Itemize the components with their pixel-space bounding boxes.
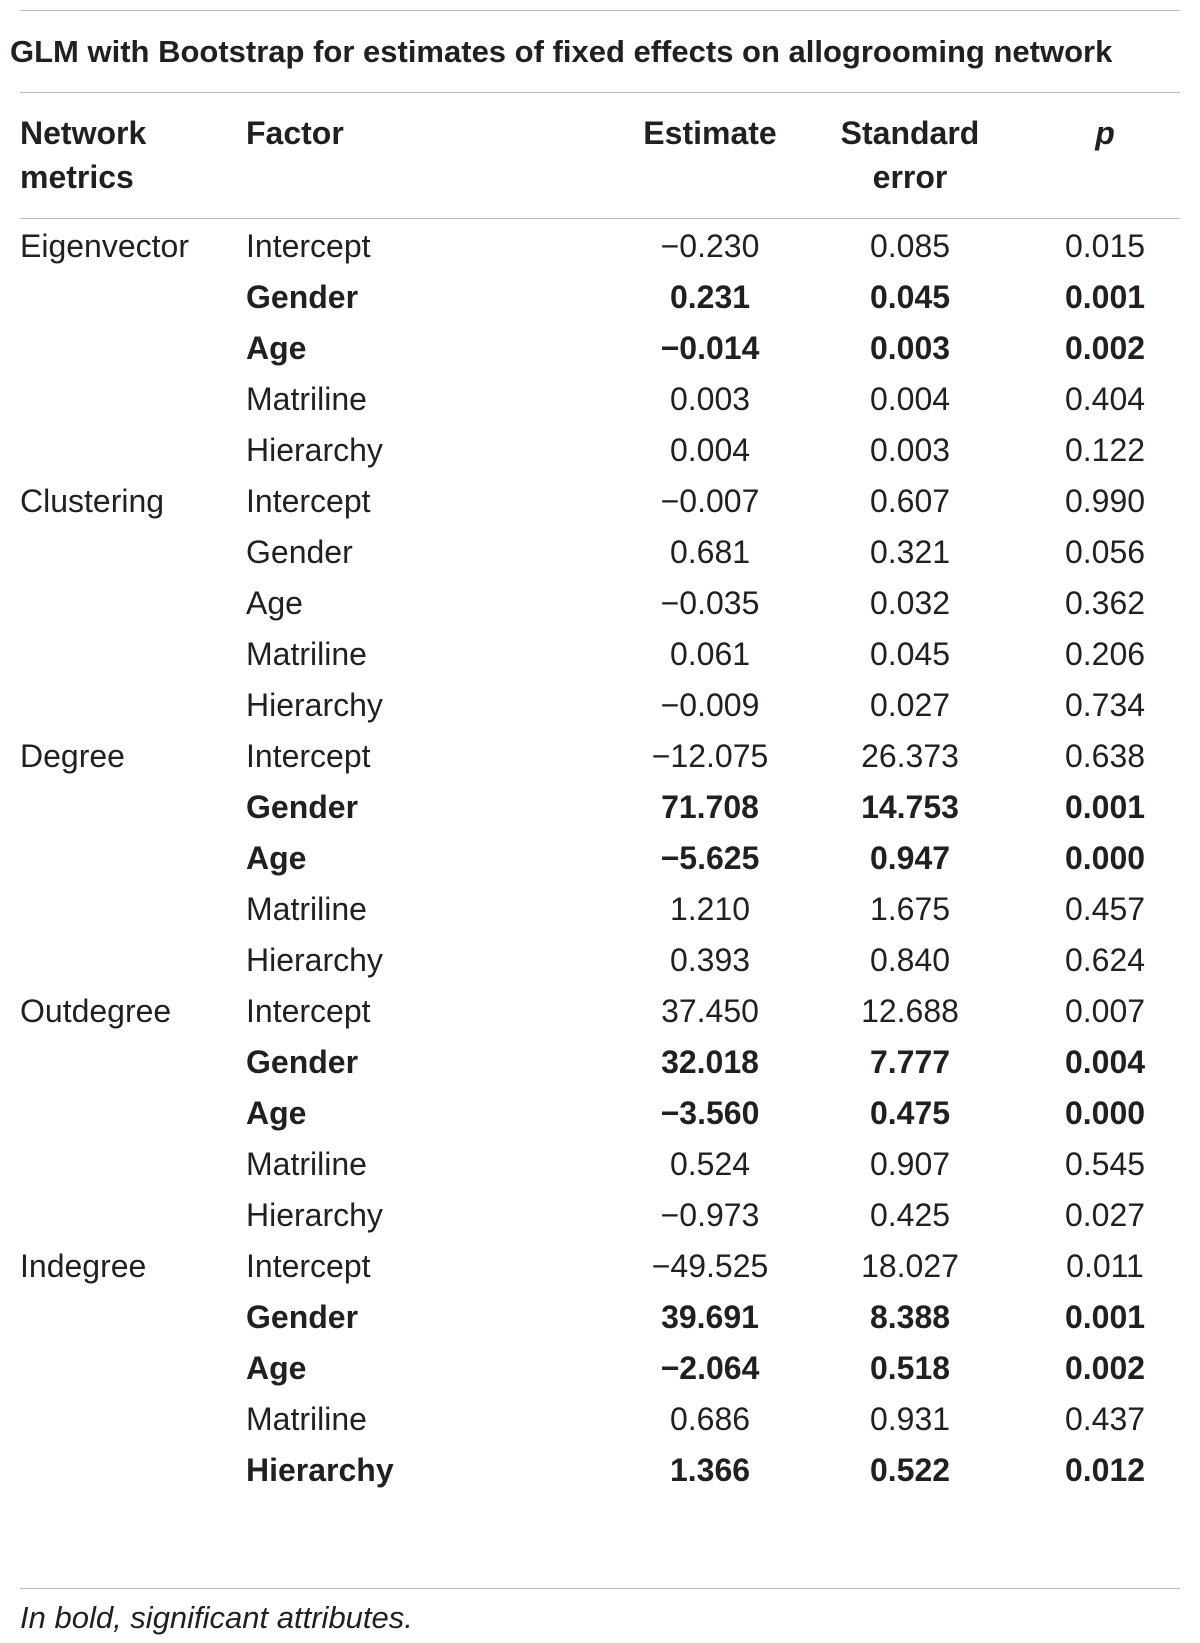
table-row <box>0 883 1200 937</box>
factor-cell: Age <box>246 1095 307 1131</box>
estimate-cell: 0.003 <box>669 381 751 417</box>
header-estimate: Estimate <box>643 115 777 151</box>
table-row <box>0 985 1200 1039</box>
estimate-cell: −12.075 <box>651 738 769 774</box>
factor-cell: Matriline <box>246 381 367 417</box>
factor-cell: Intercept <box>246 738 371 774</box>
p-value-cell: 0.002 <box>1064 330 1146 366</box>
factor-cell: Matriline <box>246 636 367 672</box>
table-row <box>0 1393 1200 1447</box>
header-network-metrics-line1: Network <box>20 115 147 151</box>
metric-cell: Eigenvector <box>20 228 189 264</box>
header-factor: Factor <box>246 115 344 151</box>
estimate-cell: −0.035 <box>660 585 760 621</box>
table-row <box>0 781 1200 835</box>
header-standard-error <box>810 111 1010 199</box>
table-row <box>0 628 1200 682</box>
table-row <box>0 220 1200 274</box>
table-row <box>0 1291 1200 1345</box>
estimate-cell: 0.686 <box>669 1401 751 1437</box>
estimate-cell: 1.210 <box>669 891 751 927</box>
standard-error-cell: 7.777 <box>869 1044 951 1080</box>
standard-error-cell: 14.753 <box>861 789 959 825</box>
estimate-cell: −5.625 <box>660 840 760 876</box>
table-row <box>0 730 1200 784</box>
estimate-cell: 37.450 <box>661 993 759 1029</box>
table-row <box>0 475 1200 529</box>
table-title: GLM with Bootstrap for estimates of fixed effects on allogrooming network <box>10 34 1113 69</box>
standard-error-cell: 0.840 <box>869 942 951 978</box>
metric-cell: Degree <box>20 738 125 774</box>
factor-cell: Intercept <box>246 483 371 519</box>
estimate-cell: 0.231 <box>669 279 751 315</box>
table-row <box>0 934 1200 988</box>
factor-cell: Age <box>246 330 307 366</box>
estimate-cell: 0.393 <box>669 942 751 978</box>
standard-error-cell: 18.027 <box>861 1248 959 1284</box>
factor-cell: Hierarchy <box>246 687 383 723</box>
p-value-cell: 0.012 <box>1064 1452 1146 1488</box>
p-value-cell: 0.404 <box>1064 381 1146 417</box>
p-value-cell: 0.362 <box>1064 585 1146 621</box>
p-value-cell: 0.001 <box>1064 1299 1146 1335</box>
p-value-cell: 0.000 <box>1064 840 1146 876</box>
standard-error-cell: 0.003 <box>869 432 951 468</box>
standard-error-cell: 12.688 <box>861 993 959 1029</box>
factor-cell: Hierarchy <box>246 1452 394 1488</box>
header-standard-error-line2: error <box>872 159 948 195</box>
p-value-cell: 0.990 <box>1064 483 1146 519</box>
standard-error-cell: 0.425 <box>869 1197 951 1233</box>
standard-error-cell: 0.607 <box>869 483 951 519</box>
p-value-cell: 0.000 <box>1064 1095 1146 1131</box>
factor-cell: Hierarchy <box>246 1197 383 1233</box>
standard-error-cell: 0.321 <box>869 534 951 570</box>
factor-cell: Gender <box>246 789 359 825</box>
factor-cell: Intercept <box>246 228 371 264</box>
estimate-cell: 0.061 <box>669 636 751 672</box>
header-standard-error-line1: Standard <box>840 115 980 151</box>
estimate-cell: −49.525 <box>651 1248 769 1284</box>
standard-error-cell: 0.045 <box>869 636 951 672</box>
p-value-cell: 0.638 <box>1064 738 1146 774</box>
estimate-cell: 0.524 <box>669 1146 751 1182</box>
standard-error-cell: 0.947 <box>869 840 951 876</box>
metric-cell: Outdegree <box>20 993 172 1029</box>
factor-cell: Age <box>246 1350 307 1386</box>
standard-error-cell: 26.373 <box>861 738 959 774</box>
estimate-cell: −0.230 <box>660 228 760 264</box>
p-value-cell: 0.457 <box>1064 891 1146 927</box>
estimate-cell: 1.366 <box>669 1452 751 1488</box>
table-row <box>0 322 1200 376</box>
estimate-cell: 39.691 <box>661 1299 759 1335</box>
factor-cell: Gender <box>246 279 359 315</box>
standard-error-cell: 8.388 <box>869 1299 951 1335</box>
standard-error-cell: 0.045 <box>869 279 951 315</box>
table-row <box>0 271 1200 325</box>
standard-error-cell: 0.004 <box>869 381 951 417</box>
factor-cell: Hierarchy <box>246 432 383 468</box>
standard-error-cell: 0.907 <box>869 1146 951 1182</box>
metric-cell: Indegree <box>20 1248 147 1284</box>
factor-cell: Matriline <box>246 1146 367 1182</box>
standard-error-cell: 0.027 <box>869 687 951 723</box>
table-row <box>0 1138 1200 1192</box>
bottom-rule <box>20 1588 1180 1589</box>
standard-error-cell: 0.522 <box>869 1452 951 1488</box>
table-row <box>0 577 1200 631</box>
table-row <box>0 679 1200 733</box>
factor-cell: Intercept <box>246 993 371 1029</box>
p-value-cell: 0.002 <box>1064 1350 1146 1386</box>
factor-cell: Age <box>246 840 307 876</box>
p-value-cell: 0.206 <box>1064 636 1146 672</box>
p-value-cell: 0.001 <box>1064 789 1146 825</box>
p-value-cell: 0.015 <box>1064 228 1146 264</box>
standard-error-cell: 1.675 <box>869 891 951 927</box>
factor-cell: Gender <box>246 534 353 570</box>
standard-error-cell: 0.003 <box>869 330 951 366</box>
p-value-cell: 0.122 <box>1064 432 1146 468</box>
table-row <box>0 526 1200 580</box>
standard-error-cell: 0.475 <box>869 1095 951 1131</box>
p-value-cell: 0.011 <box>1066 1248 1144 1284</box>
p-value-cell: 0.624 <box>1064 942 1146 978</box>
estimate-cell: 0.004 <box>669 432 751 468</box>
estimate-cell: 32.018 <box>661 1044 759 1080</box>
header-network-metrics-line2: metrics <box>20 159 134 195</box>
estimate-cell: −3.560 <box>660 1095 760 1131</box>
standard-error-cell: 0.032 <box>869 585 951 621</box>
top-rule <box>20 10 1180 11</box>
table-row <box>0 1189 1200 1243</box>
estimate-cell: −0.007 <box>660 483 760 519</box>
estimate-cell: −0.973 <box>660 1197 760 1233</box>
standard-error-cell: 0.518 <box>869 1350 951 1386</box>
p-value-cell: 0.004 <box>1064 1044 1146 1080</box>
header-rule <box>20 218 1180 219</box>
standard-error-cell: 0.085 <box>869 228 951 264</box>
header-p-value: p <box>1095 115 1115 151</box>
p-value-cell: 0.545 <box>1064 1146 1146 1182</box>
p-value-cell: 0.001 <box>1064 279 1146 315</box>
p-value-cell: 0.734 <box>1064 687 1146 723</box>
estimate-cell: −0.014 <box>660 330 760 366</box>
table-row <box>0 1036 1200 1090</box>
table-row <box>0 424 1200 478</box>
table-row <box>0 1342 1200 1396</box>
table-row <box>0 1444 1200 1498</box>
factor-cell: Matriline <box>246 891 367 927</box>
metric-cell: Clustering <box>20 483 165 519</box>
standard-error-cell: 0.931 <box>869 1401 951 1437</box>
title-rule <box>20 92 1180 93</box>
factor-cell: Age <box>246 585 303 621</box>
p-value-cell: 0.007 <box>1064 993 1146 1029</box>
header-network-metrics <box>20 111 146 199</box>
p-value-cell: 0.056 <box>1064 534 1146 570</box>
table-row <box>0 1240 1200 1294</box>
estimate-cell: −2.064 <box>660 1350 760 1386</box>
p-value-cell: 0.437 <box>1064 1401 1146 1437</box>
estimate-cell: 0.681 <box>669 534 751 570</box>
estimate-cell: −0.009 <box>660 687 760 723</box>
estimate-cell: 71.708 <box>661 789 759 825</box>
factor-cell: Gender <box>246 1299 359 1335</box>
table-row <box>0 373 1200 427</box>
p-value-cell: 0.027 <box>1064 1197 1146 1233</box>
table-footnote: In bold, significant attributes. <box>20 1600 413 1635</box>
table-row <box>0 1087 1200 1141</box>
factor-cell: Hierarchy <box>246 942 383 978</box>
table-row <box>0 832 1200 886</box>
factor-cell: Gender <box>246 1044 359 1080</box>
factor-cell: Intercept <box>246 1248 371 1284</box>
factor-cell: Matriline <box>246 1401 367 1437</box>
